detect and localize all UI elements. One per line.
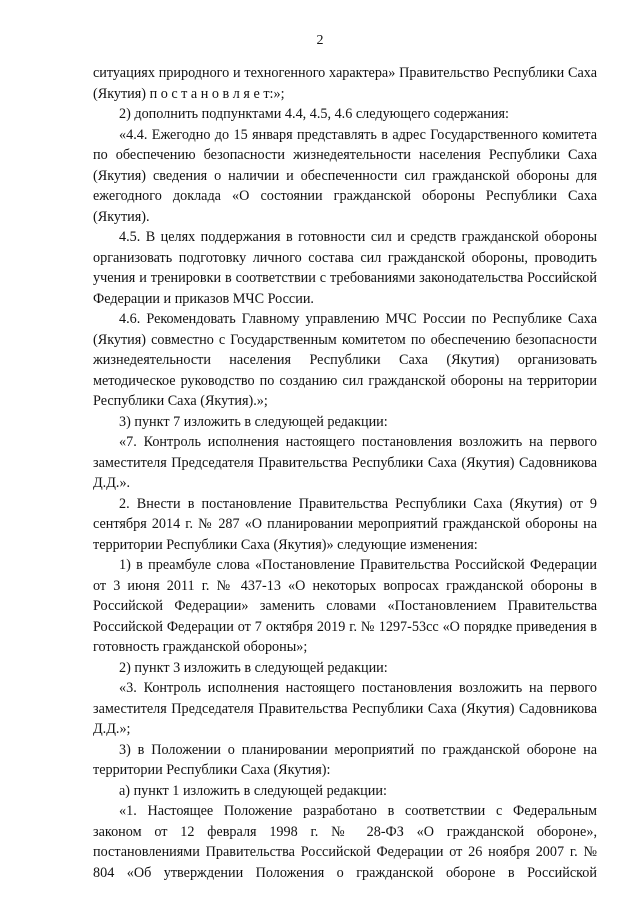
paragraph-4-6: 4.6. Рекомендовать Главному управлению МЧС России по Республике Саха (Якутия) совместно с Государственным комитетом по обеспечению безопасности жизнедеятельности населения Республики Саха (Якутия) организовать методическое руководство по созданию сил гражданской обороны на территории Республики Саха (Якутия).»; <box>93 311 597 409</box>
paragraph-regulation: 3) в Положении о планировании мероприятий по гражданской обороне на территории Республики Саха (Якутия): <box>93 741 597 778</box>
paragraph-continuation: ситуациях природного и техногенного характера» Правительство Республики Саха (Якутия) п о с т а н о в л я е т:»; <box>93 65 597 102</box>
paragraph-point-1: а) пункт 1 изложить в следующей редакции: <box>119 782 387 799</box>
paragraph-subitem-2: 2) дополнить подпунктами 4.4, 4.5, 4.6 следующего содержания: <box>119 106 509 122</box>
paragraph-point-3: 2) пункт 3 изложить в следующей редакции: <box>119 659 388 676</box>
paragraph-4-4: «4.4. Ежегодно до 15 января представлять в адрес Государственного комитета по обеспечению безопасности жизнедеятельности населения Республики Саха (Якутия) сведения о наличии и обеспеченности сил гражданской обороны для ежегодного доклада «О состоянии гражданской обороны Республики Саха (Якутия). <box>93 126 597 225</box>
paragraph-regulation-basis: «1. Настоящее Положение разработано в соответствии с Федеральным законом от 12 февраля 1998 г. № 28-ФЗ «О гражданской обороне», постановлениями Правительства Российской Федерации от 26 ноября 2007 г. № 804 «Об утверждении Положения о гражданской обороне в Российской <box>93 803 597 881</box>
paragraph-subitem-3: 3) пункт 7 изложить в следующей редакции: <box>119 413 388 430</box>
paragraph-7: «7. Контроль исполнения настоящего постановления возложить на первого заместителя Председателя Правительства Республики Саха (Якутия) Садовникова Д.Д.». <box>93 434 597 491</box>
document-body <box>93 63 597 883</box>
paragraph-item-2: 2. Внести в постановление Правительства Республики Саха (Якутия) от 9 сентября 2014 г. № 287 «О планировании мероприятий гражданской обороны на территории Республики Саха (Якутия)» следующие изменения: <box>93 495 597 553</box>
paragraph-control: «3. Контроль исполнения настоящего постановления возложить на первого заместителя Председателя Правительства Республики Саха (Якутия) Садовникова Д.Д.»; <box>93 680 597 737</box>
page-number: 2 <box>316 33 324 48</box>
paragraph-4-5: 4.5. В целях поддержания в готовности сил и средств гражданской обороны организовать подготовку личного состава сил гражданской обороны, проводить учения и тренировки в соответствии с требованиями законодательства Российской Федерации и приказов МЧС России. <box>93 229 597 307</box>
paragraph-preamble-change: 1) в преамбуле слова «Постановление Правительства Российской Федерации от 3 июня 2011 г. № 437-13 «О некоторых вопросах гражданской обороны в Российской Федерации» заменить словами «Постановлением Правительства Российской Федерации от 7 октября 2019 г. № 1297-53сс «О порядке приведения в готовность гражданской обороны»; <box>93 557 597 655</box>
